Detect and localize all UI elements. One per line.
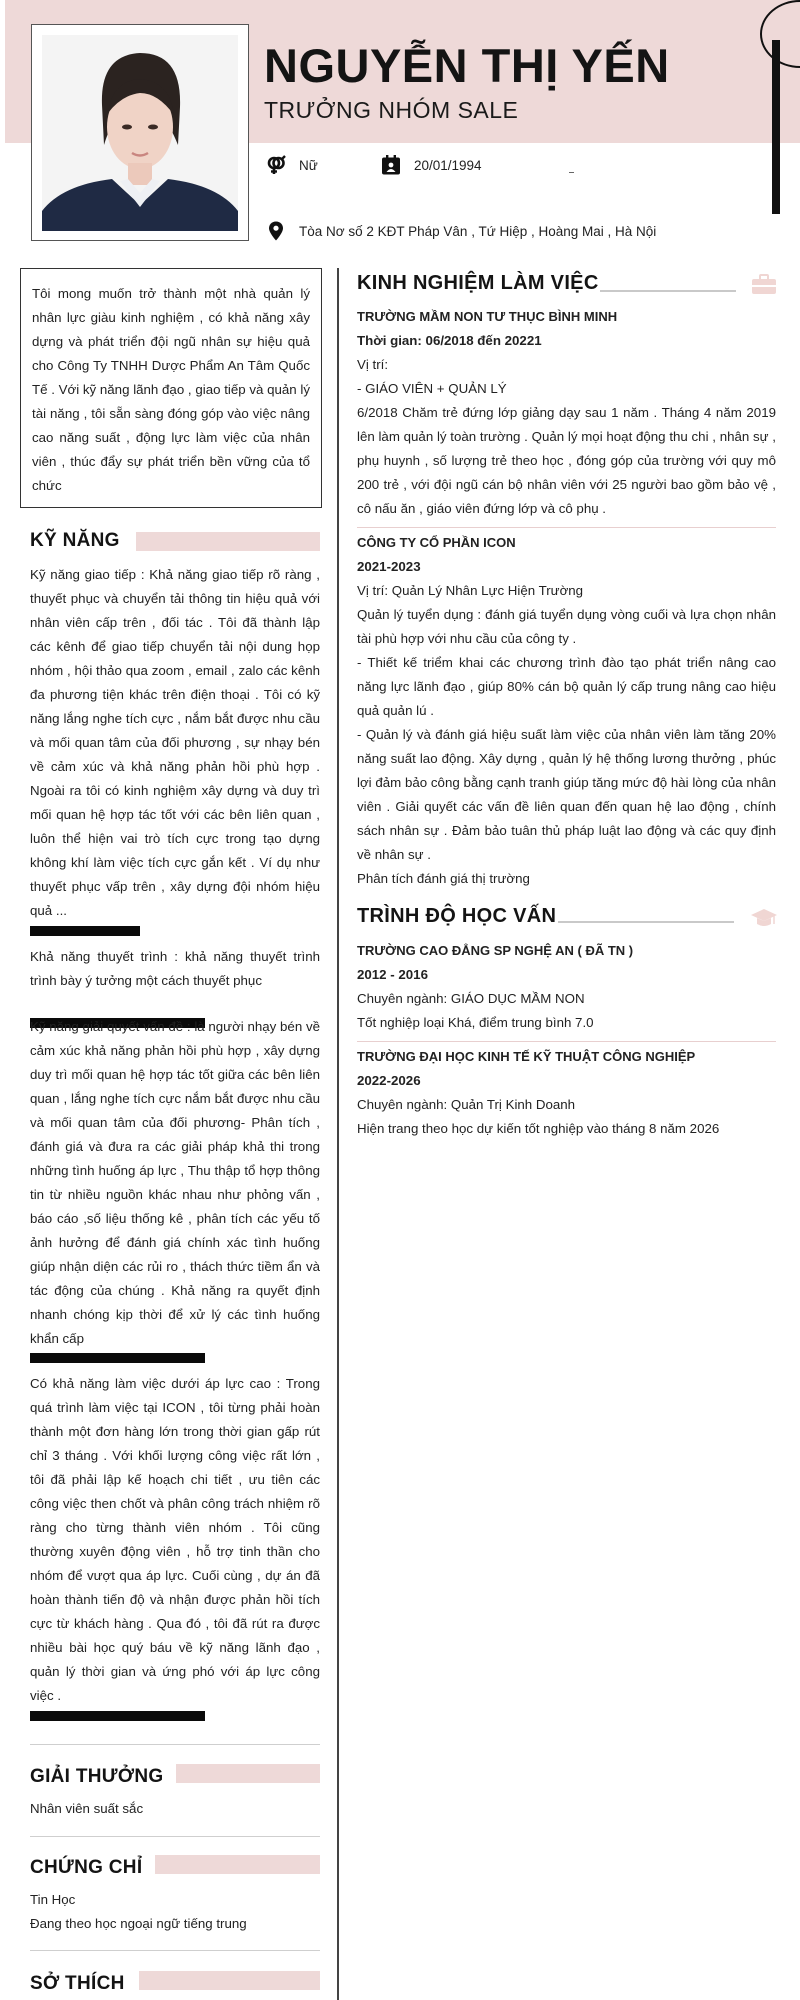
skill-problem-solving: Kỹ năng giải quyết vấn đề : là người nhạy bén về cảm xúc khả năng phản hồi phù hợp , xây dựng duy trì mối quan hệ hợp tác tốt giữa các bên liên quan , lắng nghe tích cực nắm bắt được nhu cầu và mối quan tâm của đối phương- Phân tích , đánh giá và đưa ra các giải pháp khả thi trong những tình huống áp lực , Thu thập tổ hợp thông tin từ nhiều nguồn khác nhau như phỏng vấn , báo cáo ,số liệu thống kê , phân tích các yếu tố ảnh hưởng để đánh giá chính xác tình huống giúp nhận diện các rủi ro , thách thức tiềm ẩn và tác động của chúng . Khả năng ra quyết định nhanh chóng kịp thời để xử lý các tình huống khẩn cấp bbox=[30, 1019, 320, 1346]
candidate-title: TRƯỞNG NHÓM SALE bbox=[264, 97, 519, 123]
briefcase-icon bbox=[750, 272, 778, 296]
job-role: - GIÁO VIÊN + QUẢN LÝ bbox=[357, 381, 507, 396]
education-school bbox=[357, 1045, 776, 1141]
job-detail: 6/2018 Chăm trẻ đứng lớp giảng dạy sau 1 năm . Tháng 4 năm 2019 lên làm quản lý toàn trường . Quản lý mọi hoạt động thu chi , nhân sự , phụ huynh , số lượng trẻ theo học , đóng góp của trường với quy mô 200 trẻ , với đội ngũ cán bộ nhân viên với 25 người bao gồm bảo vệ , cô nấu ăn , giáo viên đứng lớp và cô phụ . bbox=[357, 405, 776, 516]
hobbies-title: SỞ THÍCH bbox=[30, 1973, 125, 1994]
career-objective: Tôi mong muốn trở thành một nhà quản lý nhân lực giàu kinh nghiệm , có khả năng xây dựng và phát triển đội ngũ nhân sự hiệu quả cho Công Ty TNHH Dược Phẩm An Tâm Quốc Tế . Với kỹ năng lãnh đạo , giao tiếp và quản lý tài năng , tôi sẵn sàng đóng góp vào việc nâng cao năng suất , động lực làm việc của nhân viên , thúc đẩy sự phát triển bền vững của tổ chức bbox=[20, 268, 322, 508]
gender-info bbox=[265, 154, 318, 176]
gender-icon bbox=[265, 154, 287, 176]
skills-title-bar bbox=[136, 532, 320, 551]
dob-value: 20/01/1994 bbox=[414, 157, 482, 173]
education-school bbox=[357, 939, 776, 1035]
school-period: 2022-2026 bbox=[357, 1073, 421, 1088]
school-name: TRƯỜNG CAO ĐẲNG SP NGHỆ AN ( ĐÃ TN ) bbox=[357, 943, 634, 958]
candidate-name: NGUYỄN THỊ YẾN bbox=[264, 39, 670, 92]
portrait-image bbox=[42, 35, 238, 231]
job-company: TRƯỜNG MẦM NON TƯ THỤC BÌNH MINH bbox=[357, 309, 618, 324]
job-detail: - Quản lý và đánh giá hiệu suất làm việc của nhân viên làm tăng 20% năng suất lao động. Xây dựng , quản lý hệ thống lương thưởng , phúc lợi đảm bảo công bằng cạnh tranh giúp tăng mức độ hài lòng của nhân viên . Giải quyết các vấn đề liên quan đến quan hệ lao động , chính sách nhân sự . Đảm bảo tuân thủ pháp luật lao động và các quy định về nhân sự . bbox=[357, 727, 776, 862]
certificates-title-bar bbox=[155, 1855, 320, 1874]
section-rule bbox=[30, 1950, 320, 1951]
awards-title-bar bbox=[176, 1764, 320, 1783]
skills-title: KỸ NĂNG bbox=[30, 530, 120, 551]
award-item: Nhân viên suất sắc bbox=[30, 1801, 144, 1816]
experience-title: KINH NGHIỆM LÀM VIỆC bbox=[357, 272, 599, 294]
experience-title-line bbox=[600, 290, 736, 292]
skill-communication: Kỹ năng giao tiếp : Khả năng giao tiếp rõ ràng , thuyết phục và chuyển tải thông tin hiệu quả với nhân viên cấp trên , đối tác . Tôi đã thành lập các kênh để giao tiếp chuyển tải nội dung họp nhóm , hội thảo qua zoom , email , zalo các kênh đa phương tiện khác trên điện thoại . Tôi có kỹ năng lắng nghe tích cực , nắm bắt được nhu cầu và mối quan tâm của đối phương , sự nhạy bén về cảm xúc và khả năng phản hồi phù hợp . Ngoài ra tôi có kinh nghiệm xây dựng và duy trì mối quan hệ hợp tác tốt với các bên liên quan , luôn thể hiện vai trò tích cực trong tạo dựng không khí làm việc tích cực gắn kết . Ví dụ như thuyết phục vấp trên , xây dựng đội nhóm hiệu quả ... bbox=[30, 567, 320, 918]
job-detail: Phân tích đánh giá thị trường bbox=[357, 871, 530, 886]
job-detail: Quản lý tuyển dụng : đánh giá tuyển dụng vòng cuối và lựa chọn nhân tài phù hợp với nhu cầu của công ty . bbox=[357, 607, 776, 646]
location-pin-icon bbox=[265, 220, 287, 242]
address-info bbox=[265, 220, 656, 242]
dob-info bbox=[380, 154, 482, 176]
address-value: Tòa Nơ số 2 KĐT Pháp Vân , Tứ Hiệp , Hoàng Mai , Hà Nội bbox=[299, 223, 657, 239]
decorative-bar bbox=[772, 40, 780, 214]
job-company: CÔNG TY CỔ PHẦN ICON bbox=[357, 535, 516, 550]
skill-bar bbox=[30, 1711, 205, 1721]
school-major: Chuyên ngành: Quản Trị Kinh Doanh bbox=[357, 1097, 576, 1112]
skill-pressure: Có khả năng làm việc dưới áp lực cao : Trong quá trình làm việc tại ICON , tôi từng phải hoàn thành một đơn hàng lớn trong thời gian gấp rút chỉ 3 tháng . Với khối lượng công việc rất lớn , tôi đã phải lập kế hoạch chi tiết , ưu tiên các công việc then chốt và phân công trách nhiệm rõ ràng cho từng thành viên nhóm . Tôi cũng thường xuyên động viên , hỗ trợ tinh thần cho nhóm để vượt qua áp lực. Cuối cùng , dự án đã hoàn thành tiến độ và nhận được phản hồi tích cực từ khách hàng . Qua đó , tôi đã rút ra được nhiều bài học quý báu về kỹ năng lãnh đạo , quản lý thời gian và ứng phó với áp lực công việc . bbox=[30, 1376, 320, 1703]
profile-photo-frame bbox=[31, 24, 249, 241]
skill-bar bbox=[30, 1353, 205, 1363]
job-position: Vị trí: Quản Lý Nhân Lực Hiện Trường bbox=[357, 583, 584, 598]
certificate-item: Tin Học bbox=[30, 1892, 76, 1907]
school-major: Chuyên ngành: GIÁO DỤC MẦM NON bbox=[357, 991, 585, 1006]
education-title: TRÌNH ĐỘ HỌC VẤN bbox=[357, 905, 557, 927]
education-title-line bbox=[558, 921, 734, 923]
gender-value: Nữ bbox=[299, 157, 318, 173]
job-period: 2021-2023 bbox=[357, 559, 421, 574]
graduation-cap-icon bbox=[750, 906, 778, 930]
job-position: Vị trí: bbox=[357, 357, 389, 372]
experience-job bbox=[357, 531, 776, 891]
school-separator bbox=[357, 1041, 776, 1042]
school-note: Tốt nghiệp loại Khá, điểm trung bình 7.0 bbox=[357, 1015, 594, 1030]
certificate-item: Đang theo học ngoại ngữ tiếng trung bbox=[30, 1916, 247, 1931]
skill-presentation: Khả năng thuyết trình : khả năng thuyết trình trình bày ý tưởng một cách thuyết phục bbox=[30, 949, 320, 988]
certificates-title: CHỨNG CHỈ bbox=[30, 1857, 143, 1878]
section-rule bbox=[30, 1836, 320, 1837]
awards-title: GIẢI THƯỞNG bbox=[30, 1766, 164, 1787]
calendar-icon bbox=[380, 154, 402, 176]
divider-dash bbox=[569, 172, 574, 173]
school-name: TRƯỜNG ĐẠI HỌC KINH TẾ KỸ THUẬT CÔNG NGHIỆP bbox=[357, 1049, 696, 1064]
hobbies-title-bar bbox=[139, 1971, 320, 1990]
school-period: 2012 - 2016 bbox=[357, 967, 428, 982]
job-period: Thời gian: 06/2018 đến 20221 bbox=[357, 333, 542, 348]
section-rule bbox=[30, 1744, 320, 1745]
school-note: Hiện trang theo học dự kiến tốt nghiệp vào tháng 8 năm 2026 bbox=[357, 1121, 720, 1136]
profile-photo bbox=[42, 35, 238, 231]
job-separator bbox=[357, 527, 776, 528]
skill-bar bbox=[30, 926, 140, 936]
experience-job bbox=[357, 305, 776, 521]
job-detail: - Thiết kế triểm khai các chương trình đào tạo phát triển nâng cao năng lực lãnh đạo , giúp 80% cán bộ quản lý cấp trung nâng cao hiệu quả quản lú . bbox=[357, 655, 776, 718]
column-divider bbox=[337, 268, 339, 2000]
